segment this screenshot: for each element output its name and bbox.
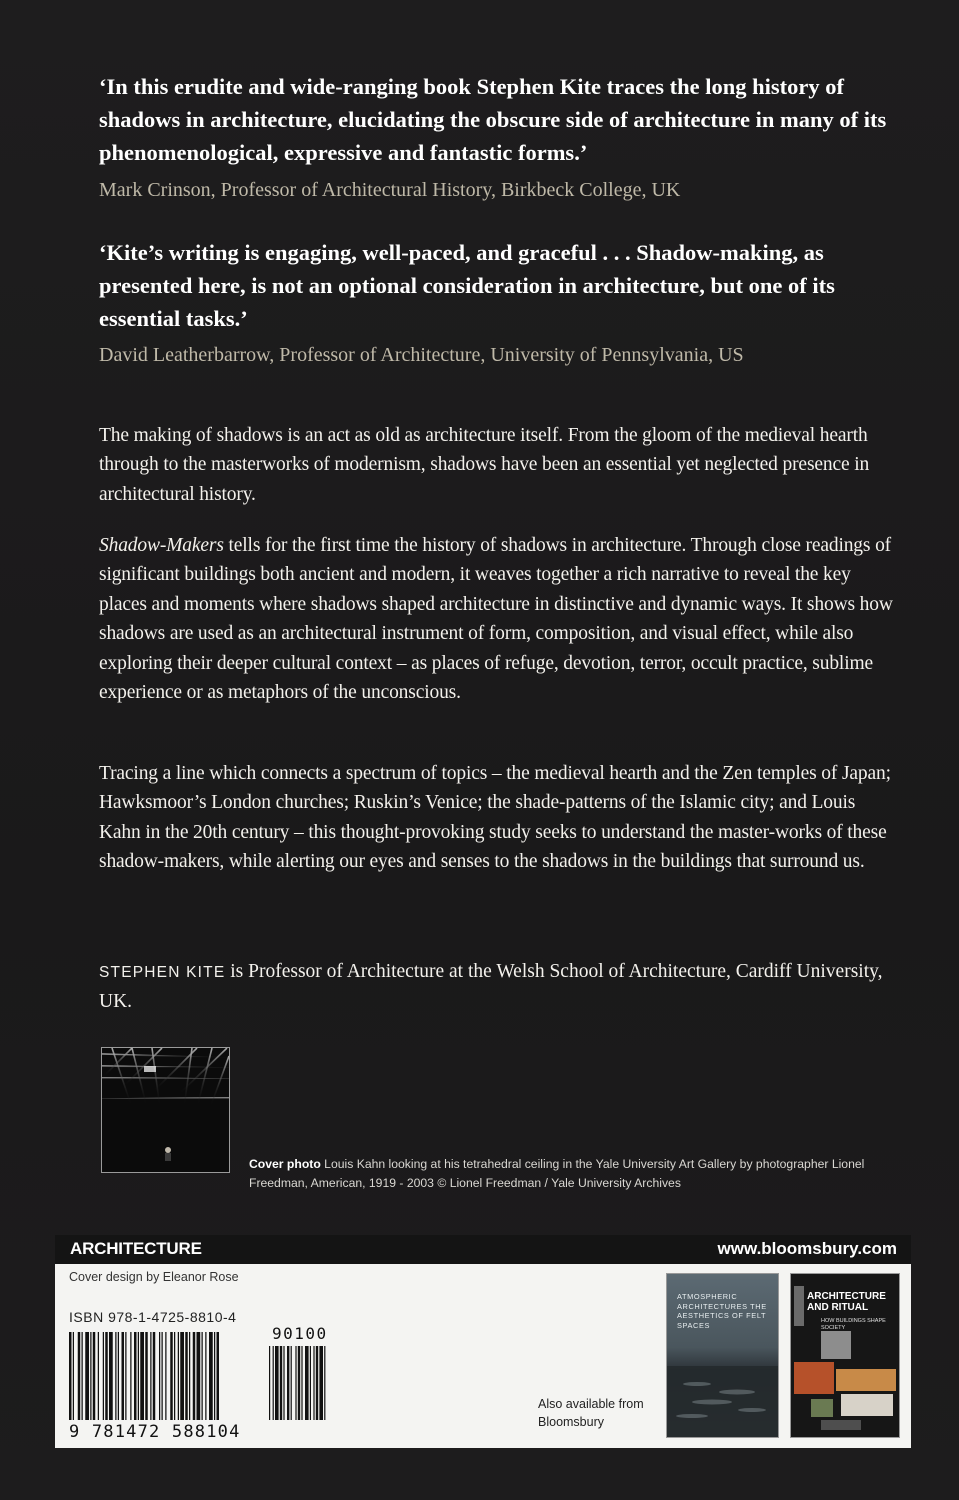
caption-text: Louis Kahn looking at his tetrahedral ceiling in the Yale University Art Gallery by photographer Lionel Freedman, American, 1919 - 2003 © Lionel Freedman / Yale University Archives: [249, 1157, 865, 1190]
barcode: [69, 1324, 369, 1442]
caption-label: Cover photo: [249, 1157, 321, 1171]
author-bio: [99, 957, 899, 1016]
attribution-crinson: Mark Crinson, Professor of Architectural History, Birkbeck College, UK: [99, 179, 681, 201]
barcode-bars: [69, 1332, 369, 1422]
category-band: [55, 1235, 911, 1264]
blurb-p2-text: [99, 531, 899, 707]
related-book-architecture-and-ritual: [791, 1274, 899, 1437]
blurb-p1-text: The making of shadows is an act as old as architecture itself. From the gloom of the medieval hearth through to the masterworks of modernism, shadows have been an essential yet neglected presence in architectural history.: [99, 425, 870, 505]
related-book-2-title: ARCHITECTURE AND RITUAL: [807, 1291, 886, 1313]
related-book-1-landscape: [667, 1274, 778, 1437]
photo-ceiling-grid: [102, 1048, 229, 1172]
also-available-note: Also available from Bloomsbury: [538, 1397, 644, 1429]
attribution-leatherbarrow: David Leatherbarrow, Professor of Architecture, University of Pennsylvania, US: [99, 344, 744, 366]
related-book-2-subtitle: HOW BUILDINGS SHAPE SOCIETY: [821, 1318, 886, 1331]
related-book-atmospheric-architectures: [667, 1274, 778, 1437]
quote-crinson: ‘In this erudite and wide-ranging book Stephen Kite traces the long history of shadows in architecture, elucidating the obscure side of architecture in many of its phenomenological, expressive and fantastic forms.’: [99, 74, 887, 165]
author-bio-text: is Professor of Architecture at the Welsh School of Architecture, Cardiff University, UK.: [99, 961, 883, 1012]
cover-design-credit: Cover design by Eleanor Rose: [69, 1270, 239, 1284]
author-name: STEPHEN KITE: [99, 964, 226, 981]
blurb-p3-text: Tracing a line which connects a spectrum of topics – the medieval hearth and the Zen temples of Japan; Hawksmoor’s London churches; Ruskin’s Venice; the shade-patterns of the Islamic city; and Louis Kahn in the 20th century – this thought-provoking study seeks to understand the master-works of these shadow-makers, while alerting our eyes and senses to the shadows in the buildings that surround us.: [99, 763, 891, 873]
barcode-digits: 9 781472 588104: [69, 1422, 241, 1442]
category-label: ARCHITECTURE: [70, 1239, 202, 1258]
barcode-panel: [55, 1264, 911, 1448]
isbn-text: ISBN 978-1-4725-8810-4: [69, 1309, 237, 1325]
cover-photo-caption: [249, 1155, 889, 1193]
publisher-website-link[interactable]: www.bloomsbury.com: [717, 1239, 897, 1258]
related-book-1-title: ATMOSPHERIC ARCHITECTURES THE AESTHETICS OF FELT SPACES: [677, 1292, 767, 1330]
blurb-p2-rest: tells for the first time the history of shadows in architecture. Through close readings of significant buildings both ancient and modern, it weaves together a rich narrative to reveal the key places and moments where shadows shaped architecture in distinctive and dynamic ways. It shows how shadows are used as an architectural instrument of form, composition, and visual effect, while also exploring their deeper cultural context – as places of refuge, devotion, terror, occult practice, sublime experience or as metaphors of the unconscious.: [99, 535, 893, 704]
blurb-paragraph-3: [99, 759, 899, 877]
book-title-italic: Shadow-Makers: [99, 535, 224, 556]
barcode-price-code: 90100: [272, 1324, 328, 1343]
quote-leatherbarrow: ‘Kite’s writing is engaging, well-paced, and graceful . . . Shadow-making, as presented here, is not an optional consideration in architecture, but one of its essential tasks.’: [99, 240, 835, 331]
cover-photo-thumbnail: [101, 1047, 230, 1173]
blurb-paragraph-1: [99, 421, 899, 509]
blurb-paragraph-2: [99, 531, 899, 707]
